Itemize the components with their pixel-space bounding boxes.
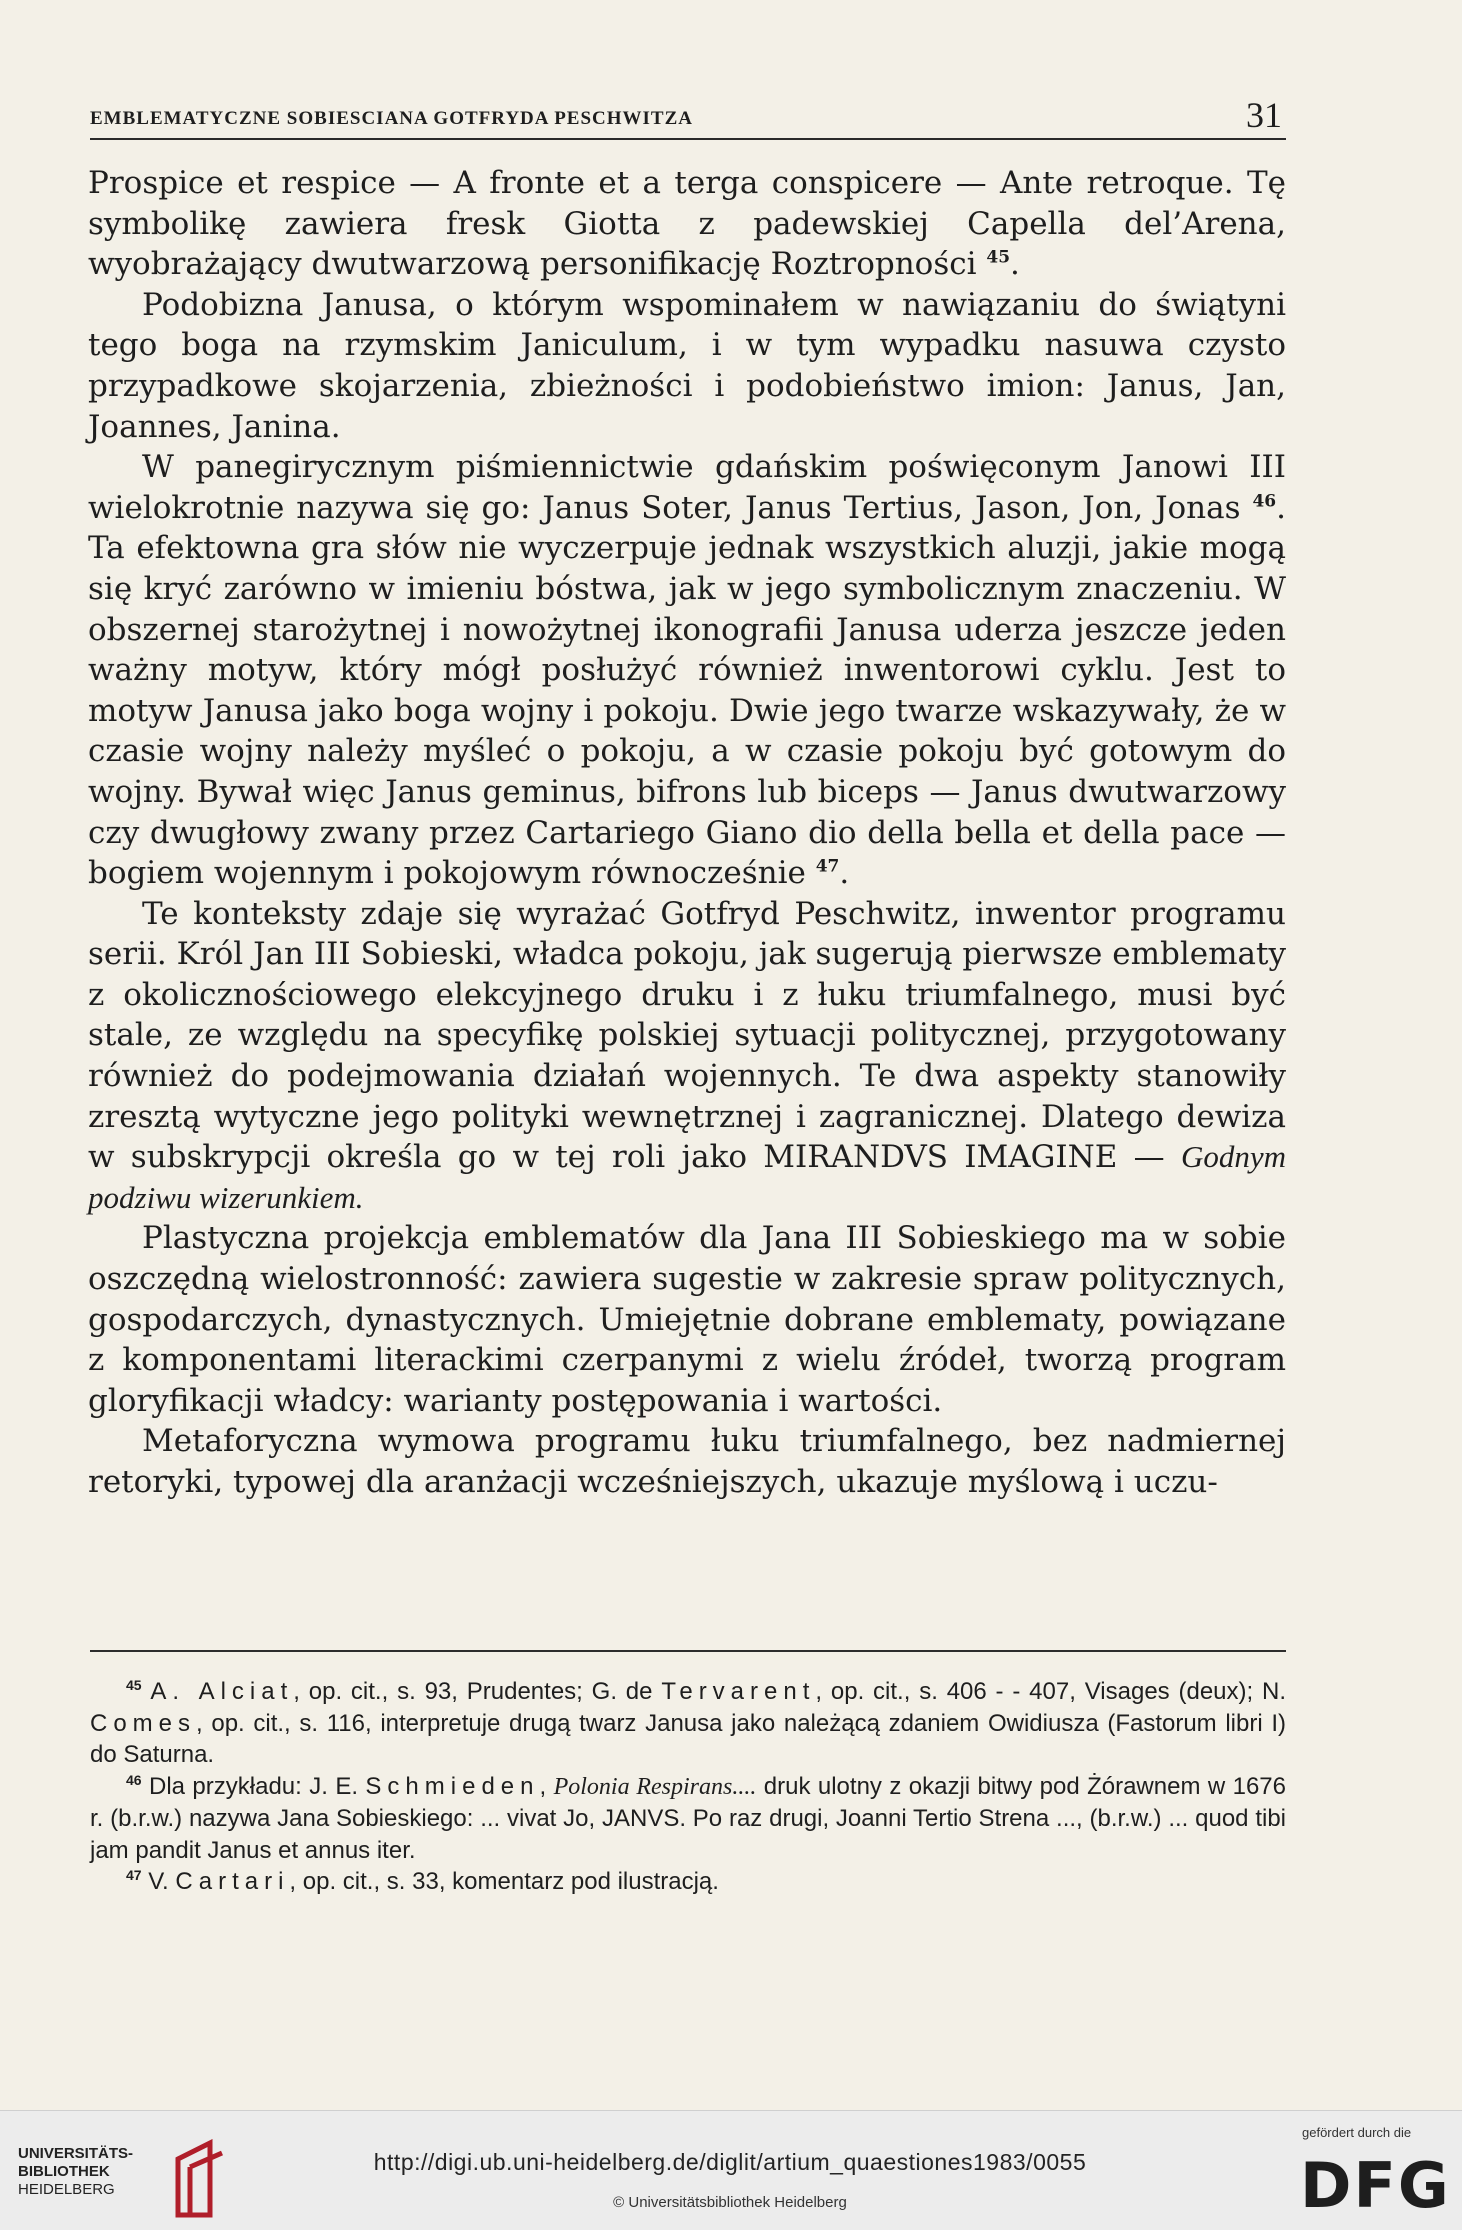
author-name: Schmieden — [365, 1772, 540, 1800]
permalink-url[interactable]: http://digi.ub.uni-heidelberg.de/diglit/artium_quaestiones1983/0055 — [373, 2149, 1087, 2175]
logo-line-1: UNIVERSITÄTS- — [18, 2145, 134, 2162]
page-number: 31 — [1246, 95, 1282, 135]
body-text — [88, 163, 1286, 1503]
paragraph-6: Metaforyczna wymowa programu łuku triumfalnego, bez nadmiernej retoryki, typowej dla aranżacji wcześniejszych, ukazuje myślową i uczu- — [88, 1423, 1286, 1500]
paragraph-3 — [88, 447, 1286, 894]
dfg-logo: DFG — [1300, 2149, 1451, 2222]
footnote-ref-47[interactable]: 47 — [815, 856, 840, 877]
dfg-caption: gefördert durch die — [1302, 2125, 1412, 2140]
footnote-46 — [90, 1771, 1286, 1867]
footnote-text: druk ulotny z okazji bitwy pod Żórawnem w 1676 r. (b.r.w.) nazywa Jana Sobieskiego: ... vivat Jo, JANVS. Po raz drugi, Joanni Tertio Strena ..., (b.r.w.) ... quod tibi jam pandit Janus et annus iter. — [90, 1772, 1287, 1864]
work-title: Polonia Respirans.... — [553, 1773, 757, 1800]
footnote-text: Dla przykładu: J. E. — [149, 1772, 358, 1800]
paragraph-1-text: Prospice et respice — A fronte et a terga conspicere — Ante retroque. Tę symbolikę zawiera fresk Giotta z padewskiej Capella del’Arena, wyobrażający dwutwarzową personifikację Roztropności — [88, 165, 1286, 283]
viewer-footer — [0, 2110, 1462, 2230]
footnote-separator — [90, 1650, 1286, 1652]
page-header — [90, 78, 1286, 140]
author-name: Tervarent — [661, 1678, 816, 1705]
footnote-number: 45 — [126, 1677, 142, 1693]
footnote-ref-45[interactable]: 45 — [986, 247, 1011, 268]
footnote-45 — [90, 1676, 1286, 1771]
paragraph-5: Plastyczna projekcja emblematów dla Jana III Sobieskiego ma w sobie oszczędną wielostronność: zawiera sugestie w zakresie spraw politycznych, gospodarczych, dynastycznych. Umiejętnie dobrane emblematy, powiązane z komponentami literackimi czerpanymi z wielu źródeł, tworzą program gloryfikacji władcy: warianty postępowania i wartości. — [88, 1220, 1286, 1419]
paragraph-4 — [88, 894, 1286, 1219]
logo-line-2: BIBLIOTHEK — [18, 2163, 110, 2180]
university-library-logo[interactable] — [18, 2137, 288, 2217]
copyright-notice: © Universitätsbibliothek Heidelberg — [613, 2194, 847, 2211]
library-emblem-icon — [170, 2139, 230, 2219]
running-title: EMBLEMATYCZNE SOBIESCIANA GOTFRYDA PESCHWITZA — [90, 108, 693, 129]
dfg-funding[interactable] — [1300, 2125, 1450, 2225]
motto-translation: Godnym podziwu wizerunkiem. — [88, 1139, 1286, 1215]
paragraph-2: Podobizna Janusa, o którym wspominałem w nawiązaniu do świątyni tego boga na rzymskim Janiculum, i w tym wypadku nasuwa czysto przypadkowe skojarzenia, zbieżności i podobieństwo imion: Janus, Jan, Joannes, Janina. — [88, 286, 1286, 445]
university-library-name — [18, 2145, 133, 2199]
paragraph-3-text-b: . Ta efektowna gra słów nie wyczerpuje jednak wszystkich aluzji, jakie mogą się kryć zarówno w imieniu bóstwa, jak w jego symbolicznym znaczeniu. W obszernej starożytnej i nowożytnej ikonografii Janusa uderza jeszcze jeden ważny motyw, który mógł posłużyć również inwentorowi cyklu. Jest to motyw Janusa jako boga wojny i pokoju. Dwie jego twarze wskazywały, że w czasie wojny należy myśleć o pokoju, a w czasie pokoju być gotowym do wojny. Bywał więc Janus geminus, bifrons lub biceps — Janus dwutwarzowy czy dwugłowy zwany przez Cartariego Giano dio della bella et della pace — bogiem wojennym i pokojowym równocześnie — [88, 489, 1286, 892]
footnote-text: , op. cit., s. 33, komentarz pod ilustracją. — [289, 1868, 719, 1895]
author-name: Cartari — [175, 1868, 290, 1895]
footnote-ref-46[interactable]: 46 — [1252, 491, 1277, 512]
paragraph-3-text-a: W panegirycznym piśmiennictwie gdańskim poświęconym Janowi III wielokrotnie nazywa się go: Janus Soter, Janus Tertius, Jason, Jon, Jonas — [88, 449, 1286, 526]
paragraph-3-end: . — [839, 855, 850, 892]
footnote-47 — [90, 1866, 1286, 1898]
paragraph-4-text: Te konteksty zdaje się wyrażać Gotfryd Peschwitz, inwentor programu serii. Król Jan III Sobieski, władca pokoju, jak sugerują pierwsze emblematy z okolicznościowego elekcyjnego druku i z łuku triumfalnego, musi być stale, ze względu na specyfikę polskiej sytuacji politycznej, przygotowany również do podejmowania działań wojennych. Te dwa aspekty stanowiły zresztą wytyczne jego polityki wewnętrznej i zagranicznej. Dlatego dewiza w subskrypcji określa go w tej roli jako MIRANDVS IMAGINE — — [88, 895, 1286, 1176]
author-name: Comes — [90, 1709, 197, 1737]
footnote-text: , op. cit., s. 406 - - 407, Visages (deux); N. — [815, 1678, 1286, 1705]
footnote-text: , — [539, 1772, 547, 1800]
footnote-number: 47 — [126, 1867, 142, 1883]
footnote-number: 46 — [126, 1771, 142, 1788]
logo-line-3: HEIDELBERG — [18, 2181, 115, 2198]
footnote-text: , op. cit., s. 116, interpretuje drugą twarz Janusa jako należącą zdaniem Owidiusza (Fastorum libri I) do Saturna. — [90, 1709, 1286, 1768]
footnotes — [90, 1676, 1286, 1898]
footnote-text: V. — [148, 1868, 169, 1895]
paragraph-1-end: . — [1010, 246, 1020, 283]
author-name: A. Alciat — [150, 1678, 294, 1705]
footnote-text: , op. cit., s. 93, Prudentes; G. de — [293, 1678, 653, 1705]
paragraph-1 — [88, 163, 1286, 285]
